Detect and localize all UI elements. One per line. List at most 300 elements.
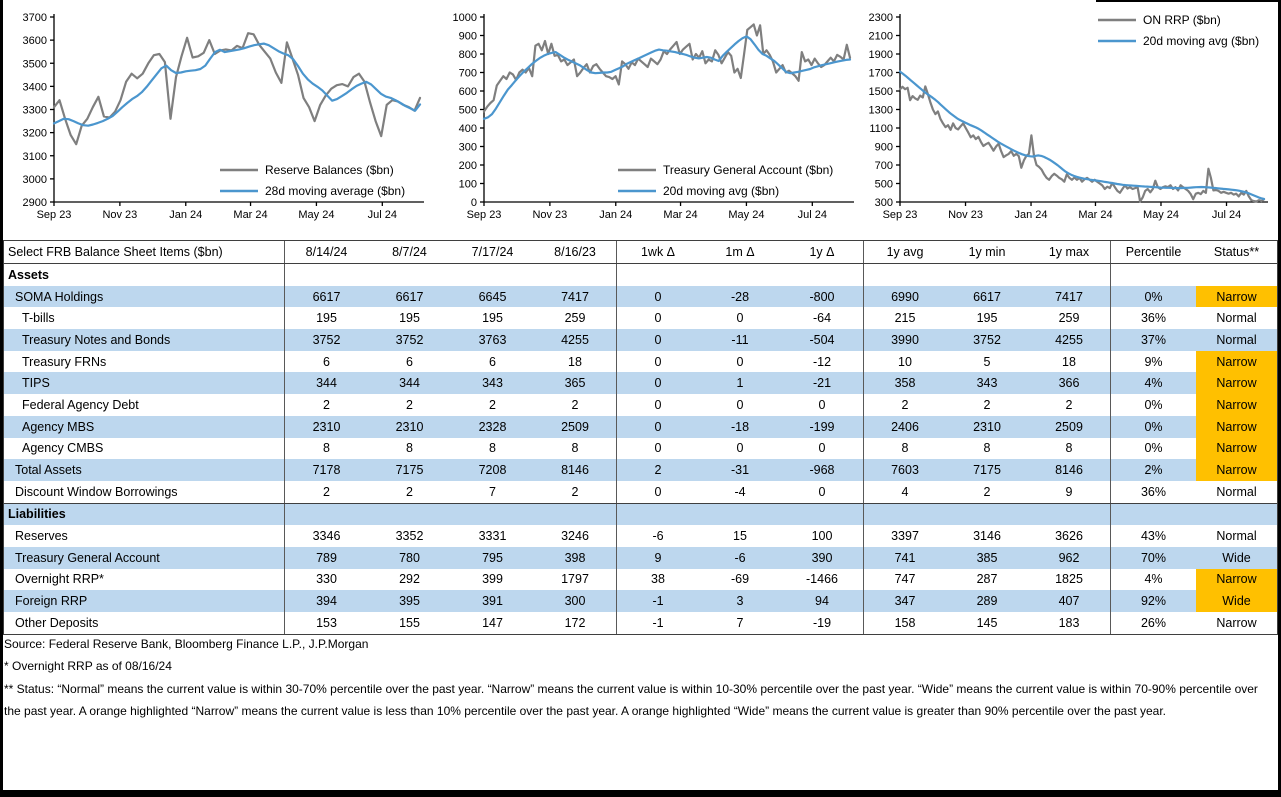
cell-value: 3752 [395, 332, 424, 347]
source-line: Source: Federal Reserve Bank, Bloomberg Finance L.P., J.P.Morgan [4, 637, 369, 651]
cell-delta [699, 264, 781, 286]
status-badge [1196, 504, 1277, 526]
table-row [4, 569, 1277, 591]
svg-text:2300: 2300 [868, 12, 893, 24]
cell-delta: -968 [781, 459, 864, 481]
svg-text:0: 0 [470, 197, 477, 209]
balance-sheet-table [3, 240, 1278, 635]
svg-text:1700: 1700 [868, 67, 893, 80]
cell-stat [946, 264, 1028, 286]
cell-stat: 2509 [1028, 416, 1111, 438]
cell-delta: 0 [781, 394, 864, 416]
column-header-delta: 1y Δ [781, 241, 864, 263]
chart-legend [220, 163, 405, 198]
cell-value: 8 [489, 441, 496, 456]
table-row [4, 590, 1277, 612]
chart-treasury-general-account [438, 6, 862, 236]
cell-stat: 158 [894, 615, 916, 630]
cell-stat: 7175 [973, 463, 1001, 478]
cell-value: 789 [316, 550, 337, 565]
svg-text:700: 700 [458, 67, 477, 80]
svg-text:700: 700 [874, 160, 893, 172]
table-row [4, 286, 1277, 308]
cell-stat: 145 [976, 615, 998, 630]
cell-stat: 407 [1028, 590, 1111, 612]
cell-stat: 5 [983, 354, 991, 369]
cell-stat: 962 [1028, 547, 1111, 569]
svg-text:Jul 24: Jul 24 [797, 209, 827, 221]
row-label: Treasury FRNs [4, 351, 285, 373]
cell-value: 2 [534, 481, 617, 503]
cell-value: 344 [316, 376, 337, 391]
cell-percentile [1111, 504, 1196, 526]
cell-stat: 3146 [973, 529, 1001, 544]
chart-axes [480, 14, 854, 206]
cell-value: 7178 [312, 463, 341, 478]
cell-stat: 385 [976, 550, 998, 565]
series-line-0 [900, 86, 1264, 201]
cell-value: 259 [534, 307, 617, 329]
table-title: Select FRB Balance Sheet Items ($bn) [4, 241, 285, 263]
row-label: Treasury General Account [4, 547, 285, 569]
cell-value: 365 [534, 372, 617, 394]
cell-value: 292 [399, 572, 420, 587]
svg-text:Jan 24: Jan 24 [169, 209, 203, 221]
row-label: Federal Agency Debt [4, 394, 285, 416]
cell-value: 6617 [312, 289, 341, 304]
cell-value: 330 [316, 572, 337, 587]
cell-value: 394 [316, 594, 337, 609]
svg-text:1300: 1300 [868, 104, 893, 117]
table-row [4, 547, 1277, 569]
cell-delta: -12 [781, 351, 864, 373]
status-badge: Normal [1216, 311, 1257, 326]
cell-delta: 100 [781, 525, 864, 547]
cell-value: 155 [399, 615, 420, 630]
cell-value: 8 [323, 441, 330, 456]
cell-value: 195 [399, 311, 420, 326]
svg-text:Sep 23: Sep 23 [36, 209, 72, 221]
cell-percentile: 70% [1140, 550, 1167, 565]
cell-delta: 7 [736, 615, 744, 630]
cell-delta: -28 [730, 289, 750, 304]
column-header-stat: 1y max [1028, 241, 1111, 263]
cell-delta: -6 [734, 550, 746, 565]
cell-value: 2 [323, 484, 330, 499]
cell-stat [1028, 264, 1111, 286]
svg-text:500: 500 [874, 178, 893, 191]
svg-text:300: 300 [874, 197, 893, 209]
column-header-status: Status** [1213, 245, 1260, 259]
row-label: Foreign RRP [4, 590, 285, 612]
cell-value [368, 504, 451, 526]
svg-text:800: 800 [458, 49, 477, 61]
cell-delta: -800 [781, 286, 864, 308]
cell-stat: 10 [898, 354, 912, 369]
column-header-stat: 1y min [968, 245, 1006, 259]
cell-value: 147 [482, 615, 503, 630]
cell-value: 7175 [395, 463, 424, 478]
cell-value: 300 [534, 590, 617, 612]
svg-text:20d moving avg ($bn): 20d moving avg ($bn) [1143, 34, 1260, 48]
svg-text:1000: 1000 [452, 12, 477, 24]
cell-stat: 259 [1028, 307, 1111, 329]
cell-value: 343 [482, 376, 503, 391]
cell-value: 7 [489, 484, 496, 499]
cell-stat: 4255 [1028, 329, 1111, 351]
svg-text:500: 500 [458, 104, 477, 117]
svg-text:100: 100 [458, 178, 477, 191]
status-badge: Narrow [1196, 394, 1277, 416]
cell-stat [1028, 504, 1111, 526]
chart-legend [618, 163, 833, 198]
cell-percentile: 43% [1140, 529, 1167, 544]
cell-stat: 3752 [973, 332, 1001, 347]
cell-value: 2328 [478, 419, 507, 434]
cell-value: 2 [406, 484, 413, 499]
cell-delta: 0 [654, 441, 662, 456]
cell-percentile: 37% [1140, 332, 1167, 347]
row-label: Overnight RRP* [4, 569, 285, 591]
svg-text:1500: 1500 [868, 86, 893, 98]
cell-value: 344 [399, 376, 420, 391]
cell-value: 8146 [534, 459, 617, 481]
cell-delta: 15 [733, 529, 747, 544]
cell-stat: 3397 [891, 529, 919, 544]
cell-value: 2 [406, 397, 413, 412]
cell-value: 2310 [395, 419, 424, 434]
cell-value: 8 [534, 438, 617, 460]
svg-text:Jul 24: Jul 24 [367, 209, 397, 221]
cell-value [451, 504, 534, 526]
chart-svg [8, 6, 432, 236]
svg-text:Sep 23: Sep 23 [466, 209, 502, 221]
cell-percentile: 36% [1140, 484, 1167, 499]
cell-percentile [1111, 264, 1196, 286]
footnote-overnight-rrp: * Overnight RRP as of 08/16/24 [4, 659, 172, 673]
cell-delta: -4 [734, 484, 746, 499]
cell-delta: 0 [654, 397, 662, 412]
row-label: Total Assets [4, 459, 285, 481]
table-row [4, 416, 1277, 438]
cell-stat: 9 [1028, 481, 1111, 503]
cell-stat: 18 [1028, 351, 1111, 373]
cell-value: 6 [406, 354, 413, 369]
svg-text:Nov 23: Nov 23 [948, 209, 983, 221]
svg-text:Jan 24: Jan 24 [599, 209, 633, 221]
cell-delta: -18 [730, 419, 750, 434]
cell-delta: 9 [654, 550, 662, 565]
table-row [4, 438, 1277, 460]
section-row [4, 503, 1277, 526]
cell-stat: 358 [894, 376, 916, 391]
table-row [4, 481, 1277, 503]
cell-delta: 1 [736, 376, 744, 391]
cell-delta: 0 [654, 376, 662, 391]
cell-value: 3752 [312, 332, 341, 347]
svg-text:3300: 3300 [22, 104, 47, 117]
status-badge: Narrow [1196, 569, 1277, 591]
chart-reserve-balances [8, 6, 432, 236]
cell-stat: 8 [901, 441, 909, 456]
frame-bottom-edge [0, 790, 1281, 797]
row-label: SOMA Holdings [4, 286, 285, 308]
cell-stat: 287 [976, 572, 998, 587]
cell-delta: 94 [781, 590, 864, 612]
cell-stat: 3990 [891, 332, 919, 347]
svg-text:3700: 3700 [22, 12, 47, 24]
cell-value: 2 [323, 397, 330, 412]
cell-delta [617, 504, 699, 526]
cell-stat: 289 [976, 594, 998, 609]
row-label: Reserves [4, 525, 285, 547]
cell-delta: 3 [736, 594, 744, 609]
cell-value: 6 [323, 354, 330, 369]
cell-delta: -64 [781, 307, 864, 329]
cell-percentile: 92% [1140, 594, 1167, 609]
column-header-date: 8/14/24 [305, 245, 348, 259]
status-badge: Narrow [1196, 351, 1277, 373]
cell-value: 391 [482, 594, 503, 609]
column-header-delta: 1m Δ [725, 245, 755, 259]
cell-stat: 747 [894, 572, 916, 587]
cell-value [534, 504, 617, 526]
svg-text:Sep 23: Sep 23 [882, 209, 918, 221]
cell-stat: 2 [1028, 394, 1111, 416]
table-row [4, 372, 1277, 394]
chart-axes [50, 14, 424, 206]
cell-value: 18 [534, 351, 617, 373]
column-header-date: 8/16/23 [534, 241, 617, 263]
cell-value: 4255 [534, 329, 617, 351]
status-badge: Wide [1196, 590, 1277, 612]
cell-delta: 0 [654, 354, 662, 369]
svg-text:2900: 2900 [22, 197, 47, 209]
cell-value [285, 264, 368, 286]
cell-value [534, 264, 617, 286]
chart-svg [852, 6, 1276, 236]
svg-text:Treasury General Account ($bn): Treasury General Account ($bn) [663, 163, 834, 177]
cell-stat: 2 [901, 397, 909, 412]
cell-delta: -69 [730, 572, 750, 587]
cell-delta: -19 [781, 612, 864, 634]
cell-delta: 0 [736, 397, 744, 412]
svg-text:28d moving average ($bn): 28d moving average ($bn) [265, 184, 406, 198]
svg-text:Nov 23: Nov 23 [532, 209, 568, 221]
cell-stat: 8 [1028, 438, 1111, 460]
cell-delta: 38 [651, 572, 665, 587]
cell-value [451, 264, 534, 286]
cell-value: 6617 [395, 289, 424, 304]
svg-text:May 24: May 24 [1142, 209, 1180, 221]
cell-value: 399 [482, 572, 503, 587]
cell-delta [781, 264, 864, 286]
status-badge [1196, 264, 1277, 286]
cell-delta: 0 [781, 481, 864, 503]
row-label: Agency MBS [4, 416, 285, 438]
svg-text:Nov 23: Nov 23 [102, 209, 138, 221]
cell-stat: 4 [901, 484, 909, 499]
table-row [4, 307, 1277, 329]
svg-text:May 24: May 24 [728, 209, 765, 221]
row-label: Assets [4, 264, 285, 286]
cell-stat: 1825 [1028, 569, 1111, 591]
svg-text:1900: 1900 [868, 49, 893, 61]
svg-text:Mar 24: Mar 24 [233, 209, 268, 221]
cell-stat: 7603 [891, 463, 919, 478]
frame-top-edge [1096, 0, 1281, 2]
cell-stat: 8146 [1028, 459, 1111, 481]
frame-left-edge [0, 0, 3, 797]
row-label: Agency CMBS [4, 438, 285, 460]
svg-text:3600: 3600 [22, 35, 47, 48]
cell-delta: 2 [654, 463, 662, 478]
cell-delta: -6 [652, 529, 664, 544]
cell-percentile: 4% [1144, 572, 1163, 587]
cell-stat: 195 [976, 311, 998, 326]
svg-text:3400: 3400 [22, 81, 47, 94]
status-badge: Narrow [1196, 438, 1277, 460]
cell-delta: 0 [654, 332, 662, 347]
column-header-stat: 1y avg [886, 245, 924, 259]
svg-text:400: 400 [458, 123, 477, 135]
svg-text:May 24: May 24 [298, 209, 335, 221]
section-row [4, 264, 1277, 286]
cell-delta: -1 [652, 615, 664, 630]
cell-stat: 366 [1028, 372, 1111, 394]
series-line-0 [484, 24, 850, 111]
cell-value: 1797 [534, 569, 617, 591]
column-header-date: 8/7/24 [392, 245, 427, 259]
row-label: Liabilities [4, 504, 285, 526]
cell-percentile: 0% [1144, 397, 1163, 412]
cell-delta [617, 264, 699, 286]
svg-text:900: 900 [874, 141, 893, 154]
chart-on-rrp [852, 6, 1276, 236]
cell-value: 8 [406, 441, 413, 456]
table-row [4, 329, 1277, 351]
cell-value: 2310 [312, 419, 341, 434]
cell-delta: -31 [730, 463, 750, 478]
svg-text:300: 300 [458, 141, 477, 154]
row-label: Discount Window Borrowings [4, 481, 285, 503]
cell-value: 3763 [478, 332, 507, 347]
cell-value: 6645 [478, 289, 507, 304]
row-label: Treasury Notes and Bonds [4, 329, 285, 351]
cell-delta: 0 [781, 438, 864, 460]
cell-stat: 215 [894, 311, 916, 326]
cell-delta: 0 [736, 311, 744, 326]
svg-text:3200: 3200 [22, 127, 47, 140]
table-row [4, 612, 1277, 634]
cell-delta: 0 [654, 484, 662, 499]
cell-delta [699, 504, 781, 526]
svg-text:900: 900 [458, 30, 477, 43]
cell-delta: -504 [781, 329, 864, 351]
cell-stat: 347 [894, 594, 916, 609]
row-label: T-bills [4, 307, 285, 329]
svg-text:Jan 24: Jan 24 [1014, 209, 1048, 221]
cell-percentile: 0% [1144, 289, 1163, 304]
status-badge: Narrow [1196, 372, 1277, 394]
cell-value: 2 [534, 394, 617, 416]
cell-stat: 741 [894, 550, 916, 565]
svg-text:ON RRP ($bn): ON RRP ($bn) [1143, 13, 1221, 27]
cell-delta: -1 [652, 594, 664, 609]
cell-percentile: 0% [1144, 441, 1163, 456]
svg-text:Reserve Balances ($bn): Reserve Balances ($bn) [265, 163, 394, 177]
cell-stat: 3626 [1028, 525, 1111, 547]
column-header-date: 7/17/24 [471, 245, 514, 259]
cell-value: 7417 [534, 286, 617, 308]
cell-stat: 2 [983, 397, 991, 412]
table-row [4, 351, 1277, 373]
table-row [4, 459, 1277, 481]
cell-stat: 2 [983, 484, 991, 499]
footnote-status-definitions: ** Status: “Normal” means the current value is within 30-70% percentile over the past year. “Narrow” means the current value is within 10-30% percentile over the past year. “Wide” means the current value is within 70-90% percentile over the past year. A orange highlighted “Narrow” means the current value is less than 10% percentile over the past year. A orange highlighted “Wide” means the current value is greater than 90% percentile over the past year. [4, 682, 1258, 718]
cell-value: 398 [534, 547, 617, 569]
cell-stat [946, 504, 1028, 526]
svg-text:3500: 3500 [22, 58, 47, 71]
svg-text:2100: 2100 [868, 30, 893, 43]
table-row [4, 525, 1277, 547]
svg-text:Mar 24: Mar 24 [663, 209, 698, 221]
status-badge: Wide [1222, 550, 1251, 565]
svg-text:200: 200 [458, 160, 477, 172]
cell-percentile: 2% [1144, 463, 1163, 478]
cell-percentile: 9% [1144, 354, 1163, 369]
svg-text:Jul 24: Jul 24 [1211, 209, 1242, 221]
status-badge: Normal [1216, 484, 1257, 499]
cell-value: 2 [489, 397, 496, 412]
row-label: TIPS [4, 372, 285, 394]
table-header-row [4, 241, 1277, 264]
cell-value: 195 [316, 311, 337, 326]
cell-percentile: 4% [1144, 376, 1163, 391]
cell-value: 3331 [478, 529, 507, 544]
cell-value: 195 [482, 311, 503, 326]
cell-percentile: 36% [1140, 311, 1167, 326]
svg-text:20d moving avg ($bn): 20d moving avg ($bn) [663, 184, 780, 198]
cell-value: 3352 [395, 529, 424, 544]
cell-percentile: 26% [1140, 615, 1167, 630]
cell-delta: -1466 [781, 569, 864, 591]
cell-stat: 6617 [973, 289, 1001, 304]
cell-value: 780 [399, 550, 420, 565]
cell-delta: 0 [736, 441, 744, 456]
svg-text:3000: 3000 [22, 173, 47, 186]
cell-value: 172 [534, 612, 617, 634]
cell-delta: -199 [781, 416, 864, 438]
status-badge: Normal [1216, 332, 1257, 347]
cell-stat: 7417 [1028, 286, 1111, 308]
cell-value: 153 [316, 615, 337, 630]
cell-stat: 6990 [891, 289, 919, 304]
column-header-delta: 1wk Δ [640, 245, 676, 259]
svg-text:1100: 1100 [869, 123, 893, 135]
cell-delta: 0 [654, 311, 662, 326]
cell-stat: 2406 [891, 419, 919, 434]
cell-stat: 2310 [973, 419, 1001, 434]
cell-stat: 183 [1028, 612, 1111, 634]
svg-text:Mar 24: Mar 24 [1078, 209, 1113, 221]
cell-delta: 0 [654, 419, 662, 434]
cell-percentile: 0% [1144, 419, 1163, 434]
cell-value: 395 [399, 594, 420, 609]
cell-stat: 343 [976, 376, 998, 391]
cell-stat [864, 504, 946, 526]
cell-delta: 390 [781, 547, 864, 569]
